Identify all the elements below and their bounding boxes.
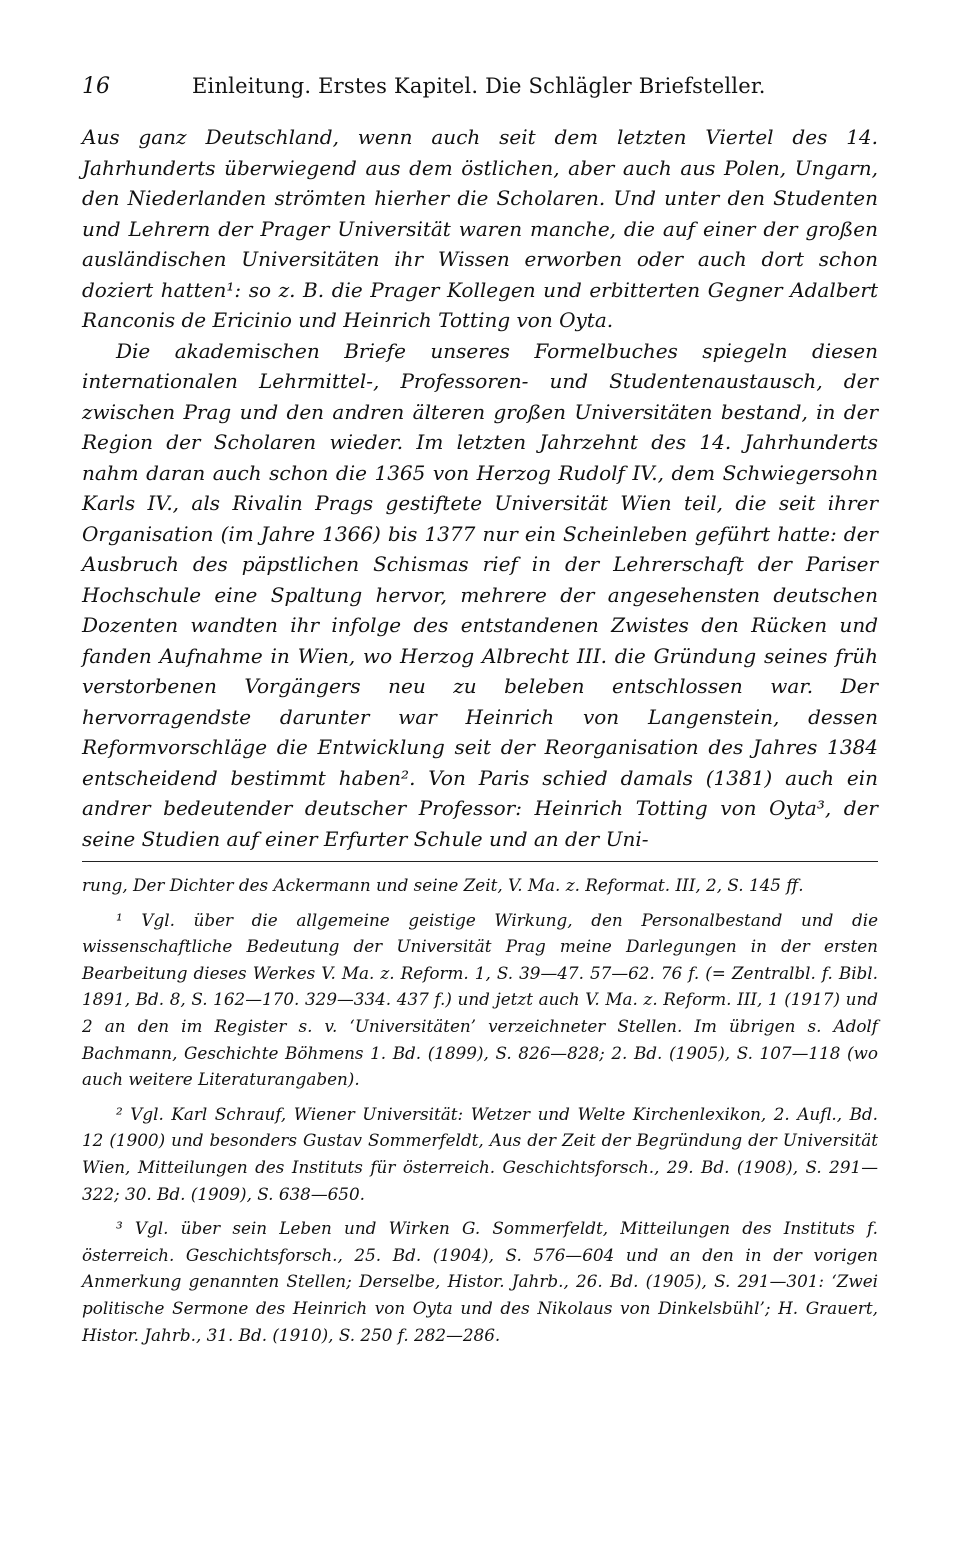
page-number: 16 bbox=[82, 74, 110, 99]
body-paragraph: Die akademischen Briefe unseres Formelbuches spiegeln diesen internationalen Lehrmittel-, Professoren- und Studentenaustausch, der zwischen Prag und den andren älteren großen Universitäten bestand, in der Region der Scholaren wieder. Im letzten Jahrzehnt des 14. Jahrhunderts nahm daran auch schon die 1365 von Herzog Rudolf IV., dem Schwiegersohn Karls IV., als Rivalin Prags gestiftete Universität Wien teil, die seit ihrer Organisation (im Jahre 1366) bis 1377 nur ein Scheinleben geführt hatte: der Ausbruch des päpstlichen Schismas rief in der Lehrerschaft der Pariser Hochschule eine Spaltung hervor, mehrere der angesehensten deutschen Dozenten wandten ihr infolge des entstandenen Zwistes den Rücken und fanden Aufnahme in Wien, wo Herzog Albrecht III. die Gründung seines früh verstorbenen Vorgängers neu zu beleben entschlossen war. Der hervorragendste darunter war Heinrich von Langenstein, dessen Reformvorschläge die Entwicklung seit der Reorganisation des Jahres 1384 entscheidend bestimmt haben². Von Paris schied damals (1381) auch ein andrer bedeutender deutscher Professor: Heinrich Totting von Oyta³, der seine Studien auf einer Erfurter Schule und an der Uni- bbox=[82, 338, 878, 851]
footnote-2: ² Vgl. Karl Schrauf, Wiener Universität: Wetzer und Welte Kirchenlexikon, 2. Aufl., Bd. 12 (1900) und besonders Gustav Sommerfeldt, Aus der Zeit der Begründung der Universität Wien, Mitteilungen des Instituts für österreich. Geschichtsforsch., 29. Bd. (1908), S. 291—322; 30. Bd. (1909), S. 638—650. bbox=[82, 1103, 878, 1204]
footnote-continuation: rung, Der Dichter des Ackermann und seine Zeit, V. Ma. z. Reformat. III, 2, S. 145 ff. bbox=[82, 875, 804, 895]
footnote-divider bbox=[82, 861, 878, 862]
running-title: Einleitung. Erstes Kapitel. Die Schlägler Briefsteller. bbox=[192, 74, 766, 98]
body-paragraph: Aus ganz Deutschland, wenn auch seit dem letzten Viertel des 14. Jahrhunderts überwiegend aus dem östlichen, aber auch aus Polen, Ungarn, den Niederlanden strömten hierher die Scholaren. Und unter den Studenten und Lehrern der Prager Universität waren manche, die auf einer der großen ausländischen Universitäten ihr Wissen erworben oder auch dort schon doziert hatten¹: so z. B. die Prager Kollegen und erbitterten Gegner Adalbert Ranconis de Ericinio und Heinrich Totting von Oyta. bbox=[82, 125, 878, 332]
page-header bbox=[82, 68, 882, 108]
main-text bbox=[82, 122, 878, 854]
footnotes bbox=[82, 872, 878, 1356]
footnote-3: ³ Vgl. über sein Leben und Wirken G. Sommerfeldt, Mitteilungen des Instituts f. österreich. Geschichtsforsch., 25. Bd. (1904), S. 576—604 und an den in der vorigen Anmerkung genannten Stellen; Derselbe, Histor. Jahrb., 26. Bd. (1905), S. 291—301: ‘Zwei politische Sermone des Heinrich von Oyta und des Nikolaus von Dinkelsbühl’; H. Grauert, Histor. Jahrb., 31. Bd. (1910), S. 250 f. 282—286. bbox=[82, 1218, 878, 1345]
footnote-1: ¹ Vgl. über die allgemeine geistige Wirkung, den Personalbestand und die wissenschaftliche Bedeutung der Universität Prag meine Darlegungen in der ersten Bearbeitung dieses Werkes V. Ma. z. Reform. 1, S. 39—47. 57—62. 76 f. (= Zentralbl. f. Bibl. 1891, Bd. 8, S. 162—170. 329—334. 437 f.) und jetzt auch V. Ma. z. Reform. III, 1 (1917) und 2 an den im Register s. v. ‘Universitäten’ verzeichneter Stellen. Im übrigen s. Adolf Bachmann, Geschichte Böhmens 1. Bd. (1899), S. 826—828; 2. Bd. (1905), S. 107—118 (wo auch weitere Literaturangaben). bbox=[82, 909, 878, 1090]
